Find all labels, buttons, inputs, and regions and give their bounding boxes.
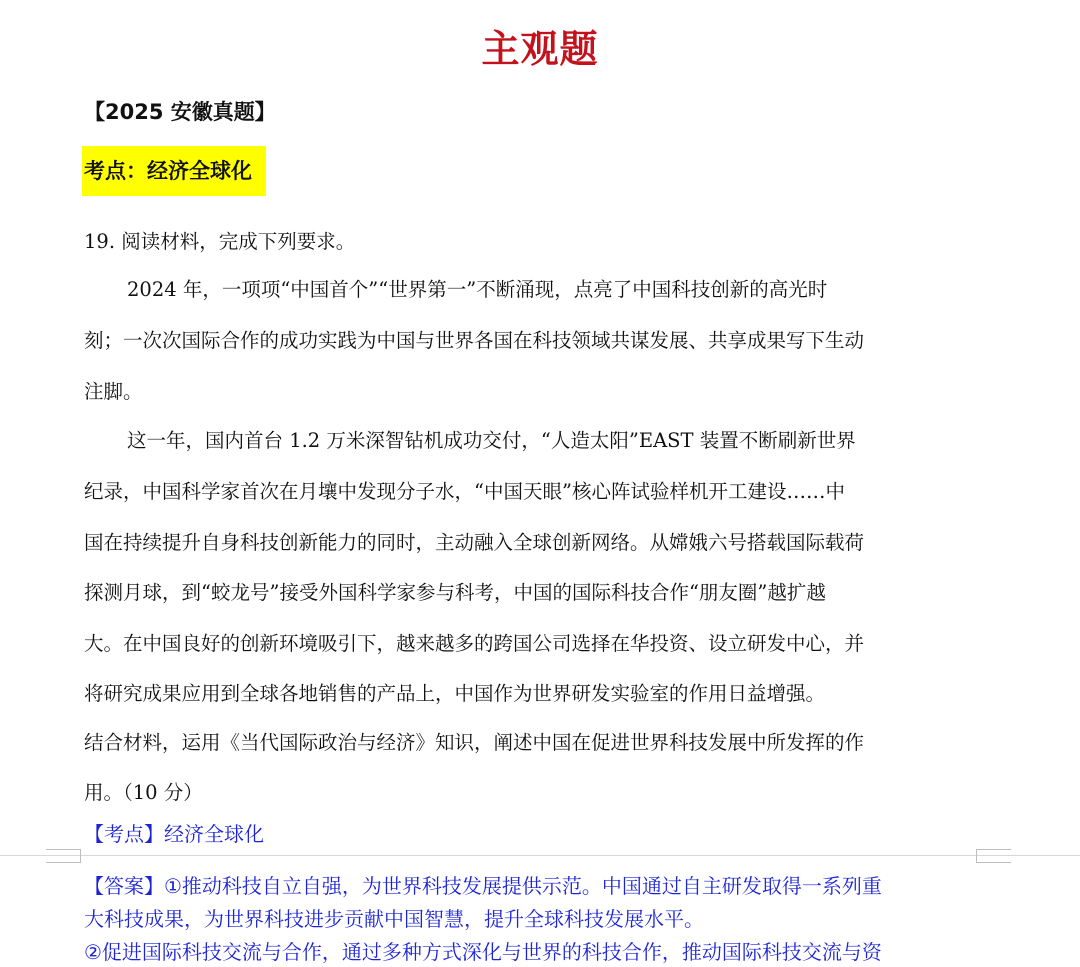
material-line: 纪录，中国科学家首次在月壤中发现分子水，“中国天眼”核心阵试验样机开工建设……中 <box>84 480 845 503</box>
analysis-topic: 【考点】经济全球化 <box>84 822 264 846</box>
material-line: 国在持续提升自身科技创新能力的同时，主动融入全球创新网络。从嫦娥六号搭载国际载荷 <box>84 531 865 554</box>
page-title: 主观题 <box>481 27 599 71</box>
answer-line: 大科技成果，为世界科技进步贡献中国智慧，提升全球科技发展水平。 <box>84 907 704 931</box>
topic-highlight-label: 考点：经济全球化 <box>82 146 266 196</box>
task-line: 用。（10 分） <box>84 781 203 804</box>
left-margin-marker <box>46 849 81 863</box>
page-break-divider <box>0 855 1080 856</box>
right-margin-marker <box>976 849 1011 863</box>
answer-line: 【答案】①推动科技自立自强，为世界科技发展提供示范。中国通过自主研发取得一系列重 <box>84 874 882 898</box>
task-line: 结合材料，运用《当代国际政治与经济》知识，阐述中国在促进世界科技发展中所发挥的作 <box>84 731 865 754</box>
material-line: 大。在中国良好的创新环境吸引下，越来越多的跨国公司选择在华投资、设立研发中心，并 <box>84 632 865 655</box>
material-line: 探测月球，到“蛟龙号”接受外国科学家参与科考，中国的国际科技合作“朋友圈”越扩越 <box>84 581 826 604</box>
answer-line: ②促进国际科技交流与合作，通过多种方式深化与世界的科技合作，推动国际科技交流与资 <box>84 940 882 964</box>
material-line: 刻；一次次国际合作的成功实践为中国与世界各国在科技领域共谋发展、共享成果写下生动 <box>84 329 865 352</box>
material-line: 将研究成果应用到全球各地销售的产品上，中国作为世界研发实验室的作用日益增强。 <box>84 682 826 705</box>
material-line: 这一年，国内首台 1.2 万米深智钻机成功交付，“人造太阳”EAST 装置不断刷新世界 <box>127 429 856 452</box>
exam-source-tag: 【2025 安徽真题】 <box>84 100 276 124</box>
material-line: 2024 年，一项项“中国首个”“世界第一”不断涌现，点亮了中国科技创新的高光时 <box>127 278 828 301</box>
material-line: 注脚。 <box>84 380 143 403</box>
question-intro: 19. 阅读材料，完成下列要求。 <box>84 230 356 253</box>
